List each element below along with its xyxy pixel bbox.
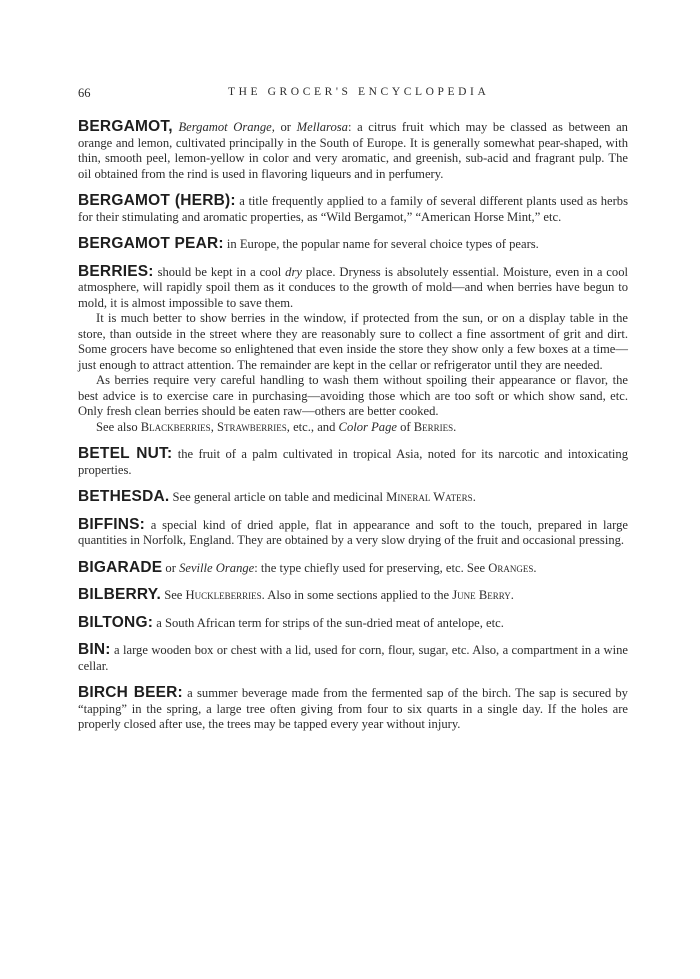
definition: : a citrus fruit which may be classed as between an orange and lemon, cultivated principally in the South of Europe. It is generally somewhat pear-shaped, with thin, smooth peel, lemon-yellow in color and very aromatic, and greenish, sub-acid and fragrant pulp. The oil obtained from the rind is used in flavoring liqueurs and in perfumery. bbox=[78, 120, 628, 181]
separator: of bbox=[396, 419, 414, 434]
entry-text bbox=[78, 642, 628, 674]
alt-name: Mellarosa bbox=[296, 120, 348, 134]
definition: should be kept in a cool bbox=[153, 264, 286, 279]
entry-betel-nut bbox=[78, 446, 628, 478]
entry-text bbox=[78, 517, 628, 549]
see-prefix: See also bbox=[96, 419, 141, 434]
headword: BIFFINS: bbox=[78, 515, 146, 533]
entry-text bbox=[78, 587, 628, 604]
definition: place. Dryness is absolutely essential. Moisture, even in a cool atmosphere, will rapidly spoil them as it conduces to the growth of mold—and when berries have begun to mold, it is almost impossible to save them. bbox=[78, 264, 628, 310]
see-also bbox=[78, 420, 628, 436]
page-content bbox=[78, 119, 628, 744]
definition: the fruit of a palm cultivated in tropical Asia, noted for its narcotic and intoxicating properties. bbox=[78, 447, 628, 477]
headword: BIN: bbox=[78, 641, 111, 658]
entry-biltong bbox=[78, 615, 628, 632]
cross-reference: Mineral Waters bbox=[386, 490, 473, 504]
headword: BERGAMOT PEAR: bbox=[78, 235, 224, 252]
definition: in Europe, the popular name for several choice types of pears. bbox=[223, 237, 539, 251]
definition: a summer beverage made from the fermented sap of the birch. The sap is secured by “tapping” in the spring, a large tree often giving from four to six quarts in a single day. If the holes are properly closed after use, the trees may be tapped every year without injury. bbox=[78, 686, 628, 731]
entry-text bbox=[78, 685, 628, 733]
cross-reference: Huckleberries bbox=[185, 588, 262, 602]
definition: a special kind of dried apple, flat in appearance and soft to the touch, prepared in large quantities in Norfolk, England. They are obtained by a very slow drying of the fruit and occasional pressing. bbox=[78, 517, 628, 547]
entry-text bbox=[78, 119, 628, 182]
definition: See bbox=[161, 588, 186, 602]
entry-text bbox=[78, 264, 628, 312]
entry-text bbox=[78, 446, 628, 478]
emphasis: dry bbox=[285, 264, 302, 279]
entry-bigarade bbox=[78, 560, 628, 577]
separator: . bbox=[453, 419, 457, 434]
separator: . bbox=[472, 490, 476, 504]
alt-name: Bergamot Orange, bbox=[178, 120, 275, 134]
headword: BIGARADE bbox=[78, 558, 163, 576]
definition: : the type chiefly used for preserving, etc. See bbox=[254, 560, 489, 575]
entry-biffins bbox=[78, 517, 628, 549]
entry-text bbox=[78, 560, 628, 577]
definition: . Also in some sections applied to the bbox=[261, 588, 453, 602]
running-title: THE GROCER'S ENCYCLOPEDIA bbox=[228, 86, 490, 98]
headword: BILTONG: bbox=[78, 613, 154, 631]
entry-text bbox=[78, 193, 628, 225]
headword: BERRIES: bbox=[78, 262, 154, 280]
cross-reference: Oranges bbox=[488, 560, 534, 575]
cross-reference: Blackberries bbox=[140, 419, 211, 434]
separator: , bbox=[210, 419, 217, 434]
paragraph: As berries require very careful handling to wash them without spoiling their appearance or flavor, the best advice is to exercise care in purchasing—avoiding those which are too soft or which show sand, etc. Only fresh clean berries should be eaten raw—others are better cooked. bbox=[78, 373, 628, 418]
entry-bergamot bbox=[78, 119, 628, 182]
definition: See general article on table and medicinal bbox=[169, 490, 387, 504]
entry-text bbox=[78, 615, 628, 632]
entry-bethesda bbox=[78, 489, 628, 506]
separator: , etc., and bbox=[286, 419, 339, 434]
headword: BETHESDA. bbox=[78, 488, 170, 505]
headword: BILBERRY. bbox=[78, 586, 162, 603]
entry-text bbox=[78, 236, 628, 253]
entry-bergamot-pear bbox=[78, 236, 628, 253]
entry-bin bbox=[78, 642, 628, 674]
definition: a South African term for strips of the sun-dried meat of antelope, etc. bbox=[153, 615, 504, 630]
headword: BERGAMOT (HERB): bbox=[78, 192, 236, 209]
running-head bbox=[78, 86, 628, 104]
paragraph: It is much better to show berries in the window, if protected from the sun, or on a display table in the store, than outside in the street where they are reasonably sure to collect a fine assortment of grit and dirt. Some grocers have become so enlightened that even inside the store they show only a few boxes at a time—just enough to attract attention. The remainder are kept in the cellar or refrigerator until they are needed. bbox=[78, 311, 628, 372]
entry-birch-beer bbox=[78, 685, 628, 733]
separator: . bbox=[533, 560, 537, 575]
connector: or bbox=[162, 560, 180, 575]
entry-berries bbox=[78, 264, 628, 436]
headword: BERGAMOT, bbox=[78, 118, 173, 135]
cross-reference: Berries bbox=[413, 419, 454, 434]
cross-reference: June Berry bbox=[452, 588, 511, 602]
alt-name: Seville Orange bbox=[179, 560, 255, 575]
entry-text bbox=[78, 489, 628, 506]
definition: a title frequently applied to a family of several different plants used as herbs for their stimulating and aromatic properties, as “Wild Bergamot,” “American Horse Mint,” etc. bbox=[78, 194, 628, 224]
cross-reference: Strawberries bbox=[216, 419, 287, 434]
separator: . bbox=[510, 588, 514, 602]
headword: BIRCH BEER: bbox=[78, 684, 183, 701]
connector: or bbox=[274, 120, 297, 134]
cross-reference: Color Page bbox=[338, 419, 397, 434]
page-number: 66 bbox=[78, 86, 91, 100]
definition: a large wooden box or chest with a lid, used for corn, flour, sugar, etc. Also, a compartment in a wine cellar. bbox=[78, 643, 628, 673]
entry-bergamot-herb bbox=[78, 193, 628, 225]
entry-bilberry bbox=[78, 587, 628, 604]
headword: BETEL NUT: bbox=[78, 445, 173, 462]
